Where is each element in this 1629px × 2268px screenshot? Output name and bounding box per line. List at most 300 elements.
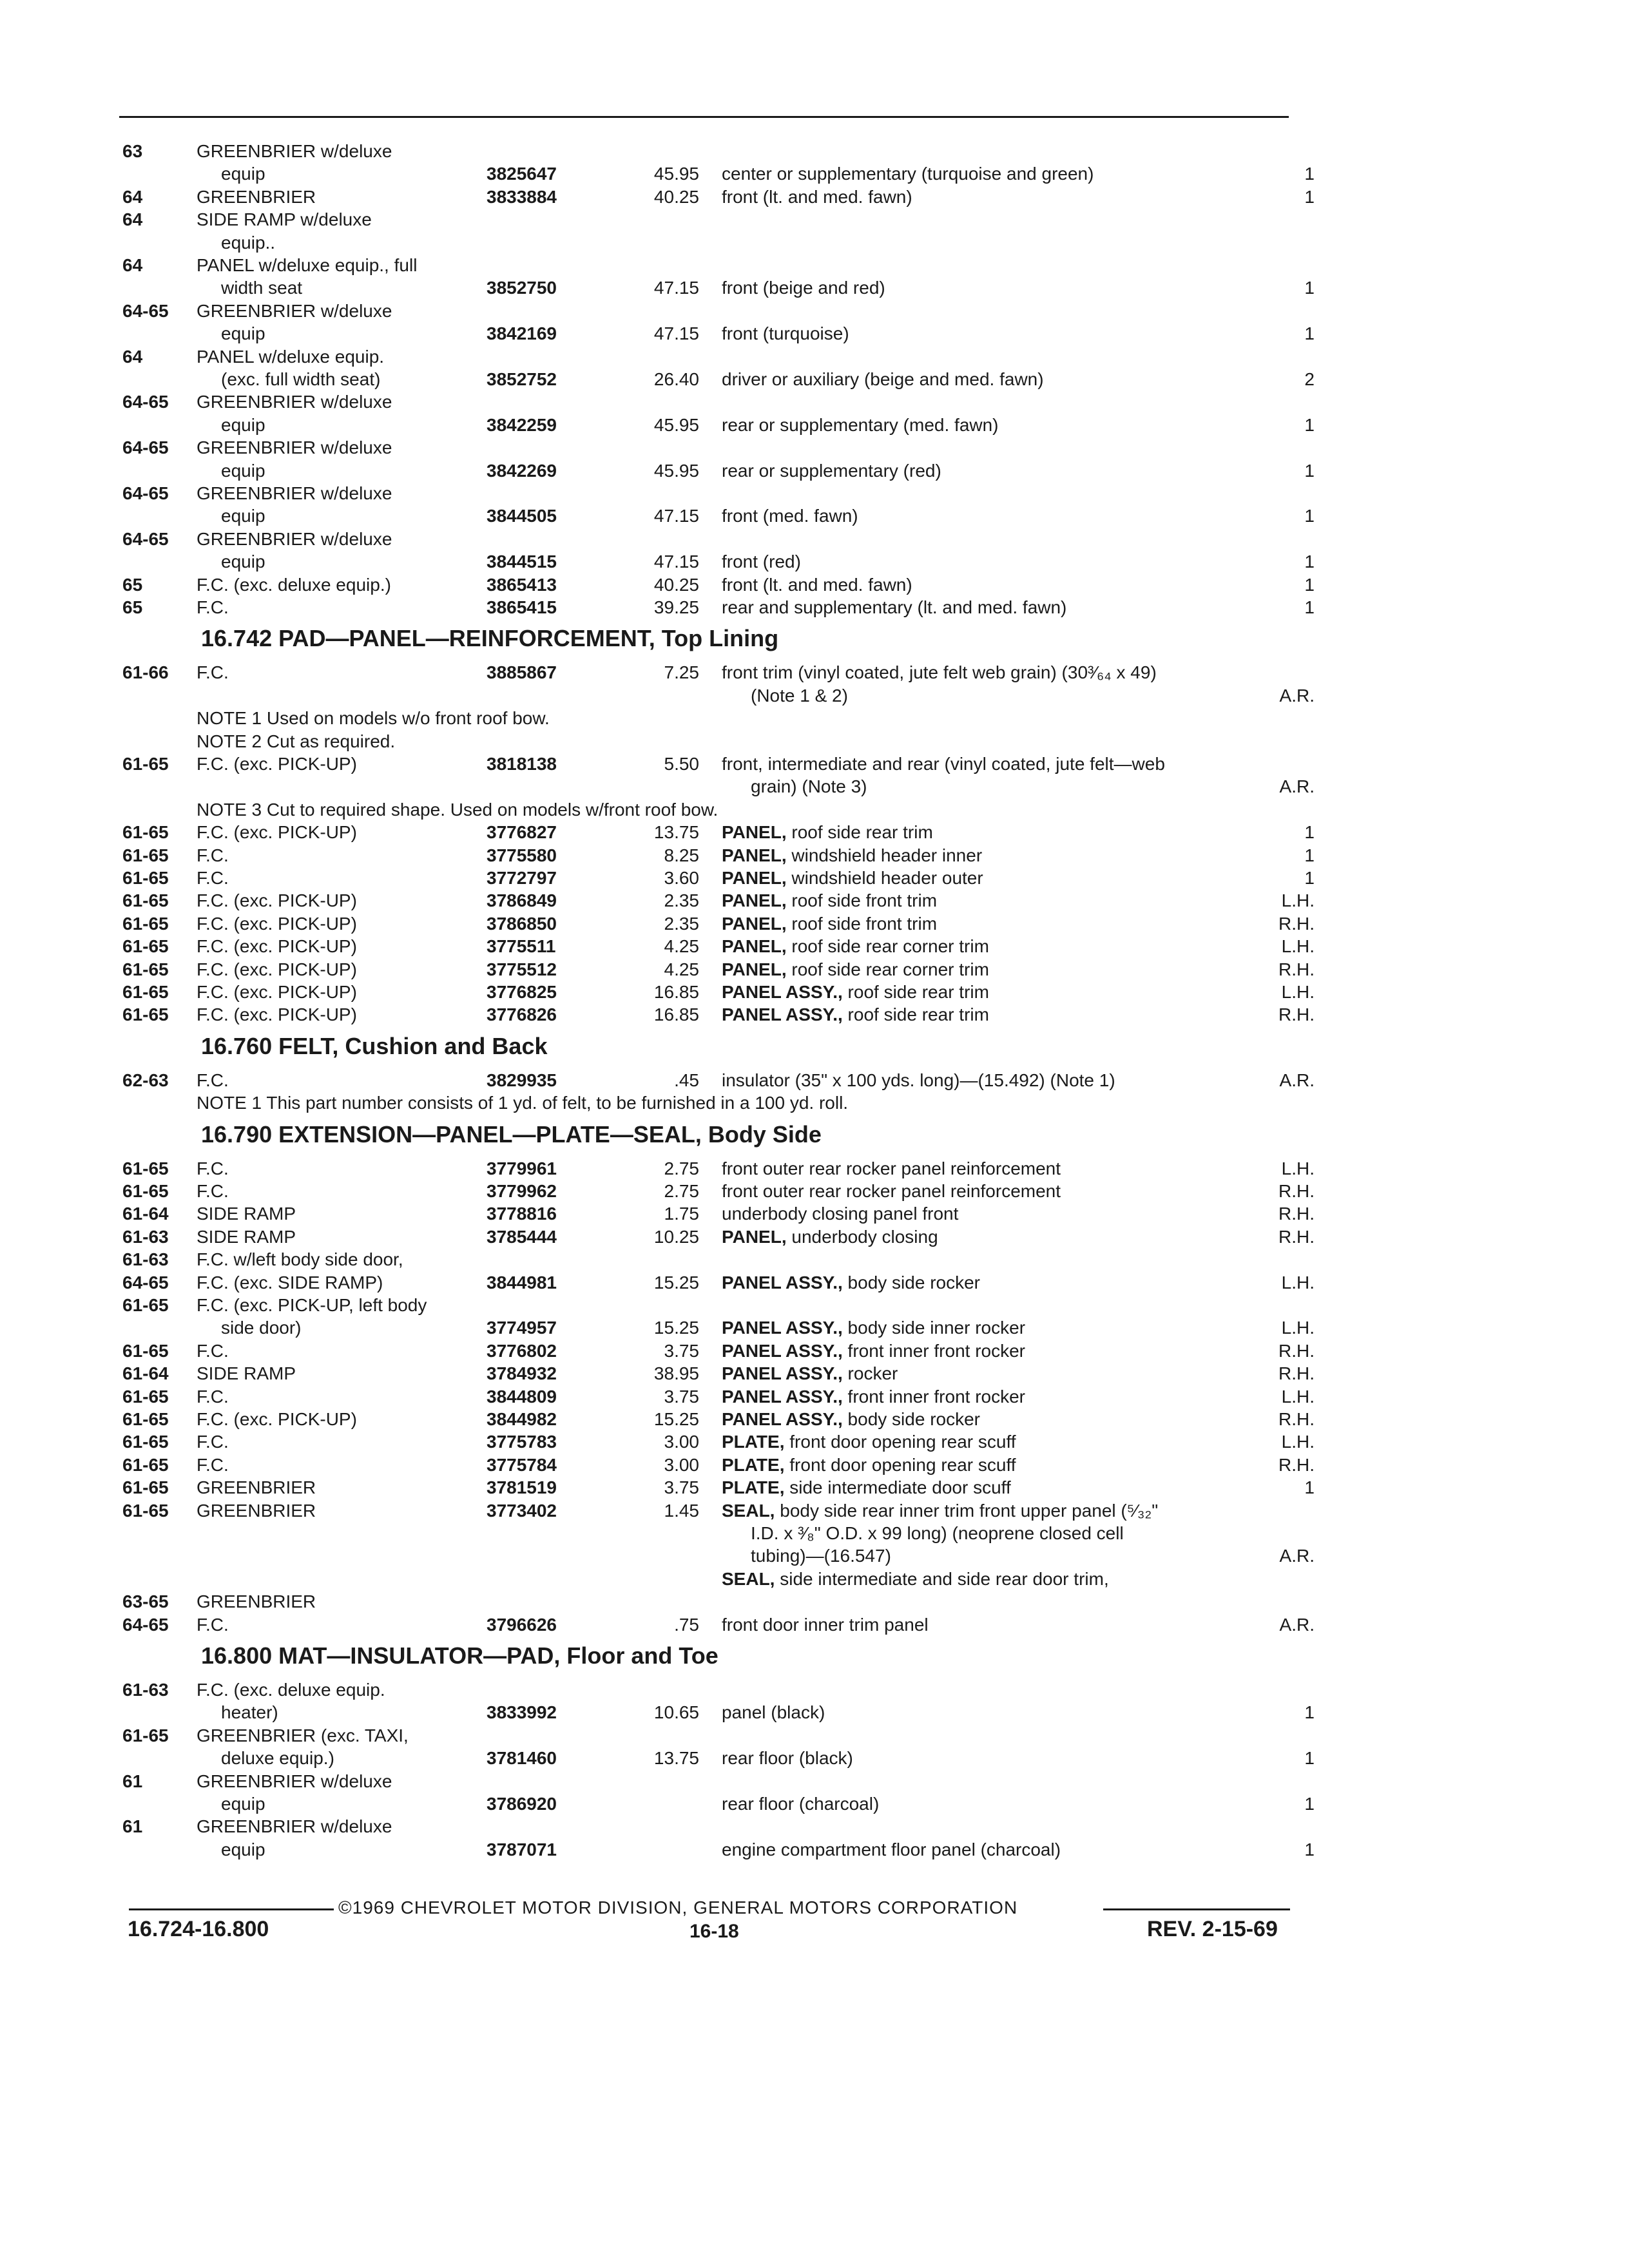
part-number: 3772797	[487, 868, 557, 888]
description-text: roof side rear corner trim	[791, 936, 989, 957]
model-years: 64-65	[122, 437, 169, 458]
part-description	[722, 1793, 879, 1815]
model-years: 65	[122, 574, 143, 595]
list-price: 3.75	[664, 1340, 699, 1361]
model-years: 64	[122, 209, 143, 230]
application: GREENBRIER w/deluxe	[197, 1771, 392, 1791]
description-text: body side inner rocker	[847, 1318, 1026, 1338]
footer-rule-right	[1103, 1908, 1290, 1910]
list-price: 47.15	[653, 323, 699, 344]
list-price: 10.65	[653, 1702, 699, 1723]
model-years: 61-65	[122, 890, 169, 911]
part-type-keyword: PANEL ASSY.,	[722, 1409, 843, 1429]
model-years: 61-65	[122, 1004, 169, 1025]
part-number: 3865415	[487, 597, 557, 617]
application-cont: heater)	[221, 1702, 278, 1723]
description-text: front trim (vinyl coated, jute felt web grain) (30³⁄₆₄ x 49)	[722, 662, 1157, 683]
part-description	[722, 1408, 980, 1430]
application: GREENBRIER	[197, 1591, 316, 1612]
part-number: 3885867	[487, 662, 557, 683]
model-years: 61-65	[122, 1477, 169, 1498]
part-type-keyword: SEAL,	[722, 1568, 775, 1589]
list-price: 16.85	[653, 982, 699, 1002]
part-number: 3784932	[487, 1363, 557, 1384]
list-price: 3.75	[664, 1386, 699, 1407]
quantity: A.R.	[1279, 1070, 1315, 1090]
list-price: 26.40	[653, 369, 699, 389]
quantity: 1	[1304, 323, 1315, 344]
quantity: L.H.	[1281, 1318, 1315, 1338]
application-cont: equip	[221, 506, 265, 526]
quantity: R.H.	[1278, 1363, 1315, 1384]
part-description	[722, 1500, 1158, 1522]
part-type-keyword: PLATE,	[722, 1477, 785, 1498]
quantity: 1	[1304, 278, 1315, 298]
list-price: 1.45	[664, 1500, 699, 1521]
part-number: 3818138	[487, 754, 557, 774]
quantity: 1	[1304, 822, 1315, 843]
part-type-keyword: PANEL ASSY.,	[722, 1272, 843, 1293]
part-description	[722, 867, 983, 889]
application-cont: deluxe equip.)	[221, 1748, 334, 1769]
part-number: 3833992	[487, 1702, 557, 1723]
model-years: 61-65	[122, 822, 169, 843]
application: SIDE RAMP	[197, 1363, 296, 1384]
description-text: rear or supplementary (red)	[722, 460, 941, 481]
quantity: 1	[1304, 460, 1315, 481]
description-text: side intermediate and side rear door trim,	[780, 1568, 1109, 1589]
quantity: R.H.	[1278, 913, 1315, 934]
list-price: 8.25	[664, 845, 699, 865]
application: GREENBRIER (exc. TAXI,	[197, 1725, 409, 1745]
model-years: 61-65	[122, 1386, 169, 1407]
part-type-keyword: PANEL ASSY.,	[722, 1386, 843, 1407]
model-years: 61-63	[122, 1249, 169, 1270]
description-cont: (Note 1 & 2)	[751, 685, 848, 706]
model-years: 61-65	[122, 1454, 169, 1475]
description-text: windshield header outer	[791, 868, 983, 888]
list-price: 3.00	[664, 1432, 699, 1452]
list-price: 39.25	[653, 597, 699, 617]
application-cont: width seat	[221, 278, 303, 298]
part-number: 3775580	[487, 845, 557, 865]
part-number: 3842259	[487, 414, 557, 435]
application: F.C.	[197, 1181, 229, 1201]
application: GREENBRIER w/deluxe	[197, 1816, 392, 1837]
part-number: 3829935	[487, 1070, 557, 1090]
part-description	[722, 1317, 1025, 1339]
quantity: 1	[1304, 506, 1315, 526]
application: F.C.	[197, 845, 229, 865]
part-number: 3844981	[487, 1272, 557, 1293]
footer-rule-left	[129, 1908, 334, 1910]
application: F.C.	[197, 1158, 229, 1178]
part-description	[722, 936, 989, 957]
part-type-keyword: PANEL ASSY.,	[722, 1004, 843, 1025]
application: F.C.	[197, 662, 229, 683]
part-description	[722, 163, 1094, 185]
list-price: 2.75	[664, 1181, 699, 1201]
list-price: 47.15	[653, 552, 699, 572]
part-description	[722, 1839, 1061, 1861]
footer-revision: REV. 2-15-69	[1147, 1917, 1278, 1941]
model-years: 64-65	[122, 1272, 169, 1293]
part-number: 3852752	[487, 369, 557, 389]
part-number: 3774957	[487, 1318, 557, 1338]
note-text: NOTE 2 Cut as required.	[197, 731, 396, 751]
part-type-keyword: PLATE,	[722, 1432, 785, 1452]
quantity: 1	[1304, 1794, 1315, 1814]
description-text: front (red)	[722, 552, 801, 572]
quantity: 2	[1304, 369, 1315, 389]
description-cont: grain) (Note 3)	[751, 776, 867, 797]
application: GREENBRIER w/deluxe	[197, 483, 392, 503]
quantity: R.H.	[1278, 1181, 1315, 1201]
part-number: 3781519	[487, 1477, 557, 1498]
quantity: L.H.	[1281, 1432, 1315, 1452]
application: F.C. (exc. PICK-UP)	[197, 754, 357, 774]
list-price: 4.25	[664, 959, 699, 979]
description-text: front outer rear rocker panel reinforcement	[722, 1158, 1061, 1178]
model-years: 61	[122, 1771, 143, 1791]
quantity: 1	[1304, 552, 1315, 572]
model-years: 64	[122, 186, 143, 207]
model-years: 61-65	[122, 1725, 169, 1745]
part-number: 3865413	[487, 574, 557, 595]
quantity: A.R.	[1279, 1614, 1315, 1635]
quantity: 1	[1304, 414, 1315, 435]
description-text: engine compartment floor panel (charcoal)	[722, 1839, 1061, 1860]
part-number: 3825647	[487, 164, 557, 184]
part-number: 3787071	[487, 1839, 557, 1860]
part-type-keyword: PANEL,	[722, 822, 787, 843]
model-years: 64-65	[122, 483, 169, 503]
description-text: front door opening rear scuff	[789, 1454, 1016, 1475]
model-years: 61-63	[122, 1680, 169, 1700]
part-description	[722, 1747, 853, 1769]
description-text: center or supplementary (turquoise and green)	[722, 164, 1094, 184]
model-years: 61-66	[122, 662, 169, 683]
quantity: L.H.	[1281, 1158, 1315, 1178]
model-years: 61-65	[122, 754, 169, 774]
model-years: 61-65	[122, 1409, 169, 1429]
application: F.C.	[197, 1454, 229, 1475]
footer-section-range: 16.724-16.800	[128, 1917, 269, 1941]
application: F.C. (exc. PICK-UP)	[197, 1004, 357, 1025]
application: F.C. (exc. deluxe equip.	[197, 1680, 385, 1700]
part-number: 3844809	[487, 1386, 557, 1407]
part-number: 3776802	[487, 1340, 557, 1361]
quantity: A.R.	[1279, 685, 1315, 706]
part-type-keyword: PANEL,	[722, 845, 787, 865]
part-number: 3786920	[487, 1794, 557, 1814]
part-number: 3778816	[487, 1204, 557, 1224]
description-text: front inner front rocker	[847, 1340, 1025, 1361]
model-years: 61-65	[122, 913, 169, 934]
model-years: 61-63	[122, 1226, 169, 1247]
part-type-keyword: SEAL,	[722, 1500, 775, 1521]
description-text: rocker	[847, 1363, 898, 1384]
model-years: 65	[122, 597, 143, 617]
quantity: R.H.	[1278, 959, 1315, 979]
list-price: 2.75	[664, 1158, 699, 1178]
part-description	[722, 913, 937, 935]
model-years: 61-65	[122, 1181, 169, 1201]
description-text: roof side rear trim	[847, 982, 989, 1002]
footer-copyright: ©1969 CHEVROLET MOTOR DIVISION, GENERAL MOTORS CORPORATION	[338, 1898, 1018, 1917]
model-years: 64	[122, 255, 143, 275]
application: SIDE RAMP w/deluxe	[197, 209, 372, 230]
application: F.C. w/left body side door,	[197, 1249, 403, 1270]
list-price: 7.25	[664, 662, 699, 683]
model-years: 61-65	[122, 936, 169, 957]
model-years: 64	[122, 346, 143, 367]
application-cont: equip	[221, 460, 265, 481]
part-description	[722, 1272, 980, 1294]
description-text: front (med. fawn)	[722, 506, 858, 526]
application: SIDE RAMP	[197, 1204, 296, 1224]
description-cont: tubing)—(16.547)	[751, 1546, 891, 1566]
part-description	[722, 1340, 1025, 1362]
list-price: 45.95	[653, 460, 699, 481]
description-text: roof side rear trim	[791, 822, 933, 843]
application: F.C. (exc. PICK-UP)	[197, 982, 357, 1002]
quantity: 1	[1304, 1839, 1315, 1860]
quantity: R.H.	[1278, 1226, 1315, 1247]
list-price: .45	[674, 1070, 699, 1090]
application: F.C. (exc. PICK-UP)	[197, 913, 357, 934]
description-text: panel (black)	[722, 1702, 825, 1723]
model-years: 61-65	[122, 959, 169, 979]
description-text: side intermediate door scuff	[789, 1477, 1011, 1498]
list-price: 15.25	[653, 1272, 699, 1293]
application-cont: (exc. full width seat)	[221, 369, 381, 389]
list-price: 10.25	[653, 1226, 699, 1247]
application: GREENBRIER w/deluxe	[197, 392, 392, 412]
part-number: 3775511	[487, 936, 556, 957]
quantity: A.R.	[1279, 1546, 1315, 1566]
part-number: 3786849	[487, 890, 557, 911]
quantity: L.H.	[1281, 1386, 1315, 1407]
list-price: 16.85	[653, 1004, 699, 1025]
part-description	[722, 822, 933, 843]
description-text: front outer rear rocker panel reinforcement	[722, 1181, 1061, 1201]
description-text: front (lt. and med. fawn)	[722, 186, 912, 207]
part-description	[722, 662, 1157, 684]
quantity: R.H.	[1278, 1004, 1315, 1025]
part-description	[722, 1070, 1115, 1091]
list-price: 4.25	[664, 936, 699, 957]
application-cont: side door)	[221, 1318, 302, 1338]
application: GREENBRIER w/deluxe	[197, 300, 392, 321]
description-text: underbody closing	[791, 1226, 938, 1247]
note-text: NOTE 1 Used on models w/o front roof bow.	[197, 708, 550, 729]
part-description	[722, 369, 1044, 390]
description-text: front door opening rear scuff	[789, 1432, 1016, 1452]
part-description	[722, 1004, 989, 1026]
list-price: 2.35	[664, 913, 699, 934]
part-description	[722, 551, 801, 573]
description-text: body side rocker	[847, 1272, 980, 1293]
part-description	[722, 597, 1066, 619]
list-price: 40.25	[653, 574, 699, 595]
part-description	[722, 1568, 1109, 1590]
part-description	[722, 460, 941, 482]
quantity: 1	[1304, 1477, 1315, 1498]
list-price: 47.15	[653, 506, 699, 526]
quantity: 1	[1304, 1748, 1315, 1769]
section-heading: 16.760 FELT, Cushion and Back	[201, 1032, 548, 1059]
model-years: 63-65	[122, 1591, 169, 1612]
application: F.C.	[197, 1070, 229, 1090]
description-text: front (lt. and med. fawn)	[722, 574, 912, 595]
part-description	[722, 1454, 1016, 1476]
quantity: L.H.	[1281, 936, 1315, 957]
part-type-keyword: PANEL ASSY.,	[722, 1318, 843, 1338]
quantity: 1	[1304, 186, 1315, 207]
section-heading: 16.790 EXTENSION—PANEL—PLATE—SEAL, Body Side	[201, 1120, 822, 1148]
part-number: 3786850	[487, 913, 557, 934]
part-number: 3844515	[487, 552, 557, 572]
model-years: 61-64	[122, 1363, 169, 1384]
description-text: front (beige and red)	[722, 278, 885, 298]
list-price: 3.75	[664, 1477, 699, 1498]
part-number: 3844505	[487, 506, 557, 526]
application: GREENBRIER	[197, 186, 316, 207]
model-years: 64-65	[122, 1614, 169, 1635]
description-text: rear floor (black)	[722, 1748, 853, 1769]
description-text: front (turquoise)	[722, 323, 849, 344]
part-description	[722, 1431, 1016, 1453]
part-description	[722, 1477, 1011, 1499]
description-text: body side rocker	[847, 1409, 980, 1429]
part-description	[722, 414, 999, 436]
part-description	[722, 277, 885, 299]
application: F.C. (exc. PICK-UP, left body	[197, 1295, 427, 1315]
part-type-keyword: PANEL,	[722, 868, 787, 888]
list-price: 13.75	[653, 1748, 699, 1769]
section-heading: 16.800 MAT—INSULATOR—PAD, Floor and Toe	[201, 1642, 718, 1669]
application: F.C.	[197, 1432, 229, 1452]
quantity: 1	[1304, 597, 1315, 617]
top-rule	[119, 116, 1289, 118]
application: SIDE RAMP	[197, 1226, 296, 1247]
model-years: 64-65	[122, 392, 169, 412]
part-description	[722, 1226, 938, 1248]
application: F.C. (exc. PICK-UP)	[197, 822, 357, 843]
description-text: body side rear inner trim front upper panel (⁵⁄₃₂"	[780, 1500, 1159, 1521]
application: F.C. (exc. PICK-UP)	[197, 936, 357, 957]
model-years: 61-65	[122, 868, 169, 888]
part-type-keyword: PANEL,	[722, 890, 787, 911]
application-cont: equip	[221, 414, 265, 435]
description-text: driver or auxiliary (beige and med. fawn)	[722, 369, 1044, 389]
part-description	[722, 1614, 929, 1636]
application: PANEL w/deluxe equip., full	[197, 255, 418, 275]
part-description	[722, 1386, 1025, 1408]
part-number: 3773402	[487, 1500, 557, 1521]
description-text: rear or supplementary (med. fawn)	[722, 414, 999, 435]
part-description	[722, 1363, 898, 1385]
list-price: 3.00	[664, 1454, 699, 1475]
part-description	[722, 845, 982, 867]
part-description	[722, 323, 849, 345]
model-years: 64-65	[122, 300, 169, 321]
list-price: 45.95	[653, 414, 699, 435]
description-text: rear and supplementary (lt. and med. fawn)	[722, 597, 1067, 617]
list-price: 5.50	[664, 754, 699, 774]
part-number: 3842169	[487, 323, 557, 344]
model-years: 61-64	[122, 1204, 169, 1224]
part-type-keyword: PANEL ASSY.,	[722, 1340, 843, 1361]
part-description	[722, 574, 912, 596]
model-years: 62-63	[122, 1070, 169, 1090]
model-years: 61-65	[122, 982, 169, 1002]
application: GREENBRIER w/deluxe	[197, 528, 392, 549]
application: PANEL w/deluxe equip.	[197, 346, 385, 367]
description-text: front door inner trim panel	[722, 1614, 929, 1635]
application: GREENBRIER w/deluxe	[197, 141, 392, 161]
model-years: 61-65	[122, 1295, 169, 1315]
list-price: 45.95	[653, 164, 699, 184]
list-price: 15.25	[653, 1409, 699, 1429]
description-text: roof side rear corner trim	[791, 959, 989, 979]
part-type-keyword: PANEL,	[722, 936, 787, 957]
part-type-keyword: PANEL ASSY.,	[722, 982, 843, 1002]
quantity: 1	[1304, 868, 1315, 888]
section-heading: 16.742 PAD—PANEL—REINFORCEMENT, Top Lining	[201, 625, 779, 652]
note-text: NOTE 1 This part number consists of 1 yd. of felt, to be furnished in a 100 yd. roll.	[197, 1093, 849, 1113]
description-text: roof side front trim	[791, 890, 938, 911]
description-text: rear floor (charcoal)	[722, 1794, 880, 1814]
footer-page-number: 16-18	[689, 1921, 739, 1942]
part-number: 3796626	[487, 1614, 557, 1635]
application: F.C. (exc. PICK-UP)	[197, 1409, 357, 1429]
part-number: 3775783	[487, 1432, 557, 1452]
quantity: R.H.	[1278, 1340, 1315, 1361]
description-text: windshield header inner	[791, 845, 983, 865]
list-price: 47.15	[653, 278, 699, 298]
part-description	[722, 1158, 1061, 1180]
quantity: 1	[1304, 1702, 1315, 1723]
application-cont: equip	[221, 164, 265, 184]
application: F.C.	[197, 1340, 229, 1361]
application: F.C.	[197, 868, 229, 888]
application-cont: equip	[221, 1839, 265, 1860]
part-type-keyword: PANEL,	[722, 913, 787, 934]
part-number: 3776826	[487, 1004, 557, 1025]
part-type-keyword: PANEL,	[722, 1226, 787, 1247]
application: F.C.	[197, 597, 229, 617]
quantity: 1	[1304, 164, 1315, 184]
part-number: 3779961	[487, 1158, 557, 1178]
part-type-keyword: PANEL,	[722, 959, 787, 979]
application: F.C.	[197, 1614, 229, 1635]
description-text: roof side front trim	[791, 913, 938, 934]
part-number: 3833884	[487, 186, 557, 207]
part-description	[722, 959, 989, 981]
description-text: front, intermediate and rear (vinyl coated, jute felt—web	[722, 754, 1165, 774]
model-years: 61-65	[122, 1158, 169, 1178]
model-years: 61-65	[122, 1500, 169, 1521]
part-description	[722, 981, 989, 1003]
quantity: R.H.	[1278, 1204, 1315, 1224]
list-price: 2.35	[664, 890, 699, 911]
part-description	[722, 1702, 825, 1724]
application: F.C. (exc. PICK-UP)	[197, 890, 357, 911]
list-price: 1.75	[664, 1204, 699, 1224]
part-type-keyword: PANEL ASSY.,	[722, 1363, 843, 1384]
